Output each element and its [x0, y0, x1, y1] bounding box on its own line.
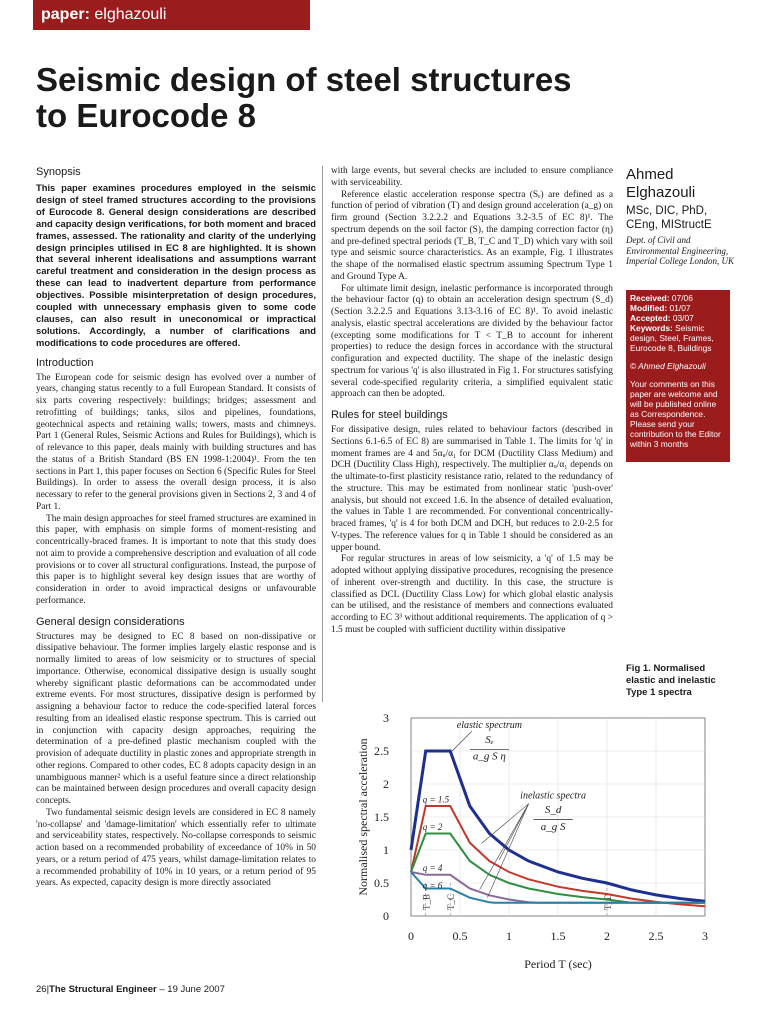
q-label: q = 4 [422, 863, 443, 874]
q-label: q = 1.5 [422, 794, 450, 805]
y-tick-label: 2.5 [374, 744, 389, 758]
page-footer: 26|The Structural Engineer – 19 June 2007 [36, 984, 225, 995]
x-tick-label: 2 [604, 929, 610, 943]
general-p1: Structures may be designed to EC 8 based on non-dissipative or dissipative behaviour. The former implies largely elastic response and is normally limited to areas of low seismicity or to structures of special importance. Otherwise, economical dissipative design is usually sought whereby significant plastic deformations can be accommodated under extreme events. For most structures, dissipative design is performed by assigning a behaviour factor to reduce the code-specified lateral forces resulting from an idealised elastic response spectrum. This is carried out in conjunction with capacity design approaches, requiring the determination of a pre-defined plastic mechanism coupled with the provision of adequate ductility in plastic zones and appropriate strength in other regions. Compared to other codes, EC 8 adopts capacity design in an unambiguous manner² which is a useful feature since a direct relationship can be maintained between design procedures and overall capacity design concepts. [36, 631, 316, 807]
col2-p2: For ultimate limit design, inelastic performance is incorporated through the behaviour factor (q) to obtain an acceleration design spectrum (S_d) (Section 3.2.2.5 and Equations 3.13-3.16 of EC 8)¹. To avoid inelastic analysis, elastic spectral accelerations are divided by the behaviour factor (excepting some modifications for T < T_B to account for inherent properties) to reduce the design forces in accordance with the structural configuration and expected ductility. The shape of the inelastic design spectrum for various 'q' is also illustrated in Fig 1. For structures satisfying several code-specified regularity criteria, a simplified equivalent static approach can then be adopted. [331, 283, 613, 400]
inelastic-label: inelastic spectra [520, 790, 587, 802]
x-tick-label: 0.5 [452, 929, 468, 943]
x-tick-label: 1.5 [550, 929, 566, 943]
x-tick-label: 3 [702, 929, 708, 943]
author-credentials-1: MSc, DIC, PhD, [626, 205, 708, 217]
y-tick-label: 1.5 [374, 810, 389, 824]
column-2 [331, 166, 613, 637]
author-block [626, 166, 736, 267]
q-label: q = 2 [422, 822, 443, 833]
elastic-numerator: Sₑ [485, 734, 494, 747]
x-axis-label: Period T (sec) [524, 957, 592, 971]
x-tick-label: 1 [506, 929, 512, 943]
period-label: T_B [421, 893, 432, 910]
column-divider [322, 166, 323, 702]
elastic-label: elastic spectrum [456, 719, 523, 731]
col2-p0: with large events, but several checks are included to ensure compliance with serviceability. [331, 166, 613, 188]
rules-heading: Rules for steel buildings [331, 409, 448, 421]
modified-row: Modified: 01/07 [630, 303, 691, 313]
article-info-box [626, 290, 730, 462]
author-credentials-2: CEng, MIStructE [626, 219, 712, 231]
period-label: T_D [603, 893, 613, 910]
y-axis-label: Normalised spectral acceleration [356, 738, 370, 896]
x-tick-label: 2.5 [648, 929, 664, 943]
article-title: Seismic design of steel structures to Eurocode 8 [36, 61, 572, 134]
copyright-notice: © Ahmed Elghazouli [630, 361, 706, 371]
general-heading: General design considerations [36, 615, 185, 628]
introduction-p1: The European code for seismic design has evolved over a number of years, changing status recently to a full European Standard. It consists of six parts covering respectively: buildings; bridges; assessment and retrofitting of buildings; tanks, silos and pipelines, foundations, geotechnical aspects and retaining walls; towers, masts and chimneys. Part 1 (General Rules, Seismic Actions and Rules for Buildings), which is of relevance to this paper, deals mainly with building structures and has the status of a British Standard (BS EN 1998-1:2004)¹. From the ten sections in Part 1, this paper focuses on Section 6 (Specific Rules for Steel Buildings). In order to assess the overall design process, it is also necessary to refer to the general provisions given in Sections 2, 3 and 4 of Part 1. [36, 372, 316, 512]
introduction-p2: The main design approaches for steel framed structures are examined in this paper, with emphasis on simple forms of moment-resisting and concentrically-braced frames. It is important to note that this study does not aim to provide a comprehensive description and evaluation of all code provisions or to cover all structural configurations. Instead, the purpose of this paper is to highlight several key design issues that are worthy of consideration in order to avoid impractical designs or unfavourable performance. [36, 513, 316, 606]
y-tick-label: 3 [383, 711, 389, 725]
column-1 [36, 166, 316, 890]
general-p2: Two fundamental seismic design levels are considered in EC 8 namely 'no-collapse' and 'damage-limitation' which essentially refer to ultimate and serviceability states, respectively. No-collapse corresponds to seismic action based on a recommended probability of exceedance of 10% in 50 years, or a return period of 475 years, whilst damage-limitation relates to a recommended probability of 10% in 10 years, or a return period of 95 years. As expected, capacity design is more directly associated [36, 807, 316, 889]
y-tick-label: 1 [383, 843, 389, 857]
section-header: paper: elghazouli [33, 0, 310, 30]
author-name-last: Elghazouli [626, 184, 696, 201]
y-tick-label: 0.5 [374, 876, 389, 890]
elastic-denominator: a_g S η [472, 750, 506, 763]
synopsis-heading: Synopsis [36, 166, 81, 178]
q-label: q = 6 [422, 880, 443, 891]
introduction-heading: Introduction [36, 356, 94, 369]
col2-p1: Reference elastic acceleration response spectra (Sₑ) are defined as a function of period of vibration (T) and design ground acceleration (a_g) on firm ground (Section 3.2.2.2 and Equations 3.2-3.5 of EC 8)¹. The spectrum depends on the soil factor (S), the damping correction factor (η) and pre-defined spectral periods (T_B, T_C and T_D) which vary with soil type and seismic source characteristics. As an example, Fig. 1 illustrates the shape of the normalised elastic spectrum assuming Spectrum Type 1 and Ground Type A. [331, 189, 613, 282]
synopsis-text: This paper examines procedures employed in the seismic design of steel framed structures according to the provisions of Eurocode 8. General design considerations are described and capacity design verifications, for both moment and braced frames, assessed. The rationality and clarity of the underlying design principles utilised in EC 8 are highlighted. It is shown that several inherent idealisations and assumptions warrant careful treatment and consideration in the design process as these can lead to inadvertent departure from performance objectives. Possible misinterpretation of design procedures, coupled with unnecessary emphasis given to some code clauses, can also result in uneconomical or impractical solutions. Accordingly, a number of clarifications and modifications to code procedures are offered. [36, 182, 316, 348]
y-tick-label: 0 [383, 909, 389, 923]
comments-notice: Your comments on this paper are welcome and will be published online as Correspondence. Please send your contribution to the Editor within 3 months [630, 379, 721, 449]
received-row: Received: 07/06 [630, 293, 693, 303]
chart-background [329, 704, 737, 974]
period-label: T_C [446, 893, 457, 910]
accepted-row: Accepted: 03/07 [630, 313, 694, 323]
col2-p3: For dissipative design, rules related to behaviour factors (described in Sections 6.1-6.5 of EC 8) are summarised in Table 1. The limits for 'q' in moment frames are 4 and 5αᵤ/α₁ for DCM (Ductility Class Medium) and DCH (Ductility Class High), respectively. The multiplier αᵤ/α₁ depends on the ultimate-to-first plasticity resistance ratio, related to the redundancy of the structure. This may be estimated from nonlinear static 'push-over' analysis, but should not exceed 1.6. In the absence of detailed evaluation, the values in Table 1 are recommended. For conventional concentrically-braced frames, 'q' is 4 for both DCM and DCH, but reduces to 2.0-2.5 for V-types. The reference values for q in Table 1 should be considered as an upper bound. [331, 425, 613, 553]
col2-p4: For regular structures in areas of low seismicity, a 'q' of 1.5 may be adopted without applying dissipative procedures, recognising the presence of inherent over-strength and ductility. In this case, the structure is classified as DCL (Ductility Class Low) for which global elastic analysis can be utilised, and the resistance of members and connections evaluated according to EC 3³ without additional requirements. The application of q > 1.5 must be coupled with sufficient ductility within dissipative [331, 554, 613, 635]
inelastic-denominator: a_g S [540, 821, 566, 834]
x-tick-label: 0 [408, 929, 414, 943]
spectrum-chart [329, 704, 737, 974]
inelastic-numerator: S_d [544, 804, 562, 817]
y-tick-label: 2 [383, 777, 389, 791]
keywords-row: Keywords: Seismic design, Steel, Frames, Eurocode 8, Buildings [630, 323, 714, 353]
author-affiliation: Dept. of Civil and Environmental Engineering, Imperial College London, UK [626, 235, 734, 266]
author-name-first: Ahmed [626, 166, 674, 183]
figure-caption: Fig 1. Normalised elastic and inelastic Type 1 spectra [626, 663, 716, 698]
